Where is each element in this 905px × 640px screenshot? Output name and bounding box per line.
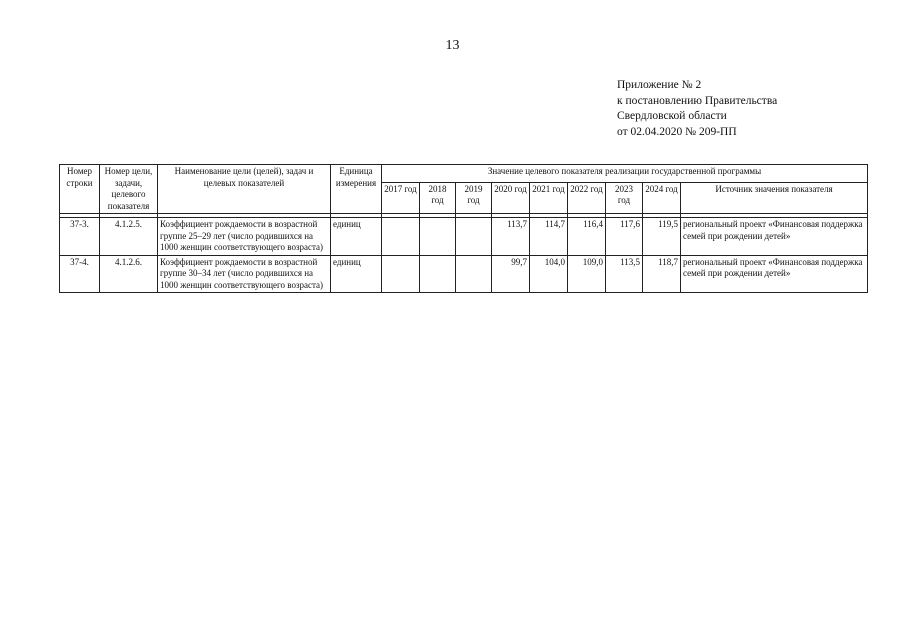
- cell-value-2017: [382, 255, 420, 293]
- appendix-line-2: к постановлению Правительства: [617, 94, 778, 107]
- cell-name: Коэффициент рождаемости в возрастной группе 30–34 лет (число родившихся на 1000 женщин соответствующего возраста): [158, 255, 331, 293]
- header-source: Источник значения показателя: [681, 182, 868, 213]
- cell-value-2024: 118,7: [643, 255, 681, 293]
- header-value-group: Значение целевого показателя реализации государственной программы: [382, 165, 868, 183]
- cell-name: Коэффициент рождаемости в возрастной группе 25–29 лет (число родившихся на 1000 женщин соответствующего возраста): [158, 218, 331, 256]
- header-row-1: [60, 165, 868, 183]
- cell-value-2018: [420, 255, 456, 293]
- cell-goal-number: 4.1.2.6.: [100, 255, 158, 293]
- header-unit: Единица измерения: [331, 165, 382, 214]
- header-year-2023: 2023 год: [606, 182, 643, 213]
- header-year-2017: 2017 год: [382, 182, 420, 213]
- appendix-line-1: Приложение № 2: [617, 79, 702, 91]
- header-year-2022: 2022 год: [568, 182, 606, 213]
- cell-value-2023: 117,6: [606, 218, 643, 256]
- cell-row-number: 37-3.: [60, 218, 100, 256]
- header-year-2024: 2024 год: [643, 182, 681, 213]
- header-year-2020: 2020 год: [492, 182, 530, 213]
- appendix-line-3: Свердловской области: [617, 110, 727, 122]
- cell-value-2017: [382, 218, 420, 256]
- header-name: Наименование цели (целей), задач и целевых показателей: [158, 165, 331, 214]
- cell-value-2020: 99,7: [492, 255, 530, 293]
- cell-value-2021: 104,0: [530, 255, 568, 293]
- cell-value-2019: [456, 218, 492, 256]
- header-year-2018: 2018 год: [420, 182, 456, 213]
- cell-value-2018: [420, 218, 456, 256]
- table-row: [60, 218, 868, 256]
- cell-source: региональный проект «Финансовая поддержка семей при рождении детей»: [681, 255, 868, 293]
- cell-goal-number: 4.1.2.5.: [100, 218, 158, 256]
- cell-unit: единиц: [331, 218, 382, 256]
- cell-row-number: 37-4.: [60, 255, 100, 293]
- cell-value-2022: 109,0: [568, 255, 606, 293]
- header-row-number: Номер строки: [60, 165, 100, 214]
- cell-unit: единиц: [331, 255, 382, 293]
- cell-value-2023: 113,5: [606, 255, 643, 293]
- cell-value-2019: [456, 255, 492, 293]
- table-row: [60, 255, 868, 293]
- indicators-table: [59, 164, 868, 293]
- header-year-2019: 2019 год: [456, 182, 492, 213]
- header-goal-number: Номер цели, задачи, целевого показателя: [100, 165, 158, 214]
- appendix-line-4: от 02.04.2020 № 209-ПП: [617, 125, 737, 138]
- cell-value-2020: 113,7: [492, 218, 530, 256]
- appendix-block: [617, 78, 777, 140]
- cell-value-2021: 114,7: [530, 218, 568, 256]
- cell-value-2024: 119,5: [643, 218, 681, 256]
- header-year-2021: 2021 год: [530, 182, 568, 213]
- page-number: 13: [445, 38, 460, 53]
- cell-value-2022: 116,4: [568, 218, 606, 256]
- cell-source: региональный проект «Финансовая поддержка семей при рождении детей»: [681, 218, 868, 256]
